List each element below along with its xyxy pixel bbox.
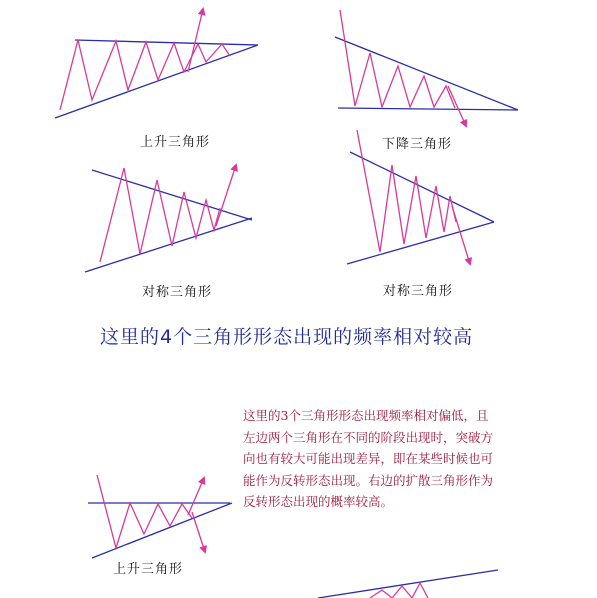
breakout-arrow (188, 478, 204, 515)
support-line (55, 45, 258, 118)
ascending-triangle-small-label: 上升三角形 (113, 562, 184, 577)
lower-line (347, 222, 494, 264)
price-zigzag (60, 40, 230, 110)
lower-line (85, 218, 252, 272)
price-zigzag (340, 10, 455, 108)
note-line: 向也有较大可能出现差异，即在某些时候也可 (243, 451, 494, 466)
descending-triangle-diagram (335, 10, 518, 126)
upper-line (92, 170, 252, 220)
symmetric-triangle-down-label: 对称三角形 (383, 284, 454, 299)
explanation-note (243, 405, 561, 513)
support-line (338, 108, 518, 110)
note-line: 反转形态出现的概率较高。 (243, 494, 394, 509)
ascending-triangle-label: 上升三角形 (140, 135, 211, 150)
note-line: 左边两个三角形在不同的阶段出现时，突破方 (243, 429, 494, 445)
resistance-line (335, 37, 518, 110)
breakdown-arrow (192, 512, 205, 552)
ascending-triangle-diagram (55, 9, 258, 118)
breakdown-arrow (452, 206, 470, 264)
note-line: 这里的3个三角形形态出现频率相对偏低，且 (243, 408, 489, 423)
breakdown-arrow (448, 86, 466, 126)
symmetric-triangle-up-label: 对称三角形 (142, 285, 213, 300)
note-line: 能作为反转形态出现。右边的扩散三角形作为 (243, 472, 494, 488)
frequency-heading: 这里的4个三角形形态出现的频率相对较高 (100, 326, 474, 348)
symmetric-triangle-up-diagram (85, 165, 252, 272)
descending-triangle-label: 下降三角形 (382, 137, 453, 152)
expanding-triangle-partial-diagram (318, 570, 498, 598)
breakout-arrow (216, 165, 236, 226)
ascending-triangle-small-diagram (88, 475, 232, 558)
resistance-line (75, 40, 258, 45)
breakout-arrow (188, 9, 203, 72)
